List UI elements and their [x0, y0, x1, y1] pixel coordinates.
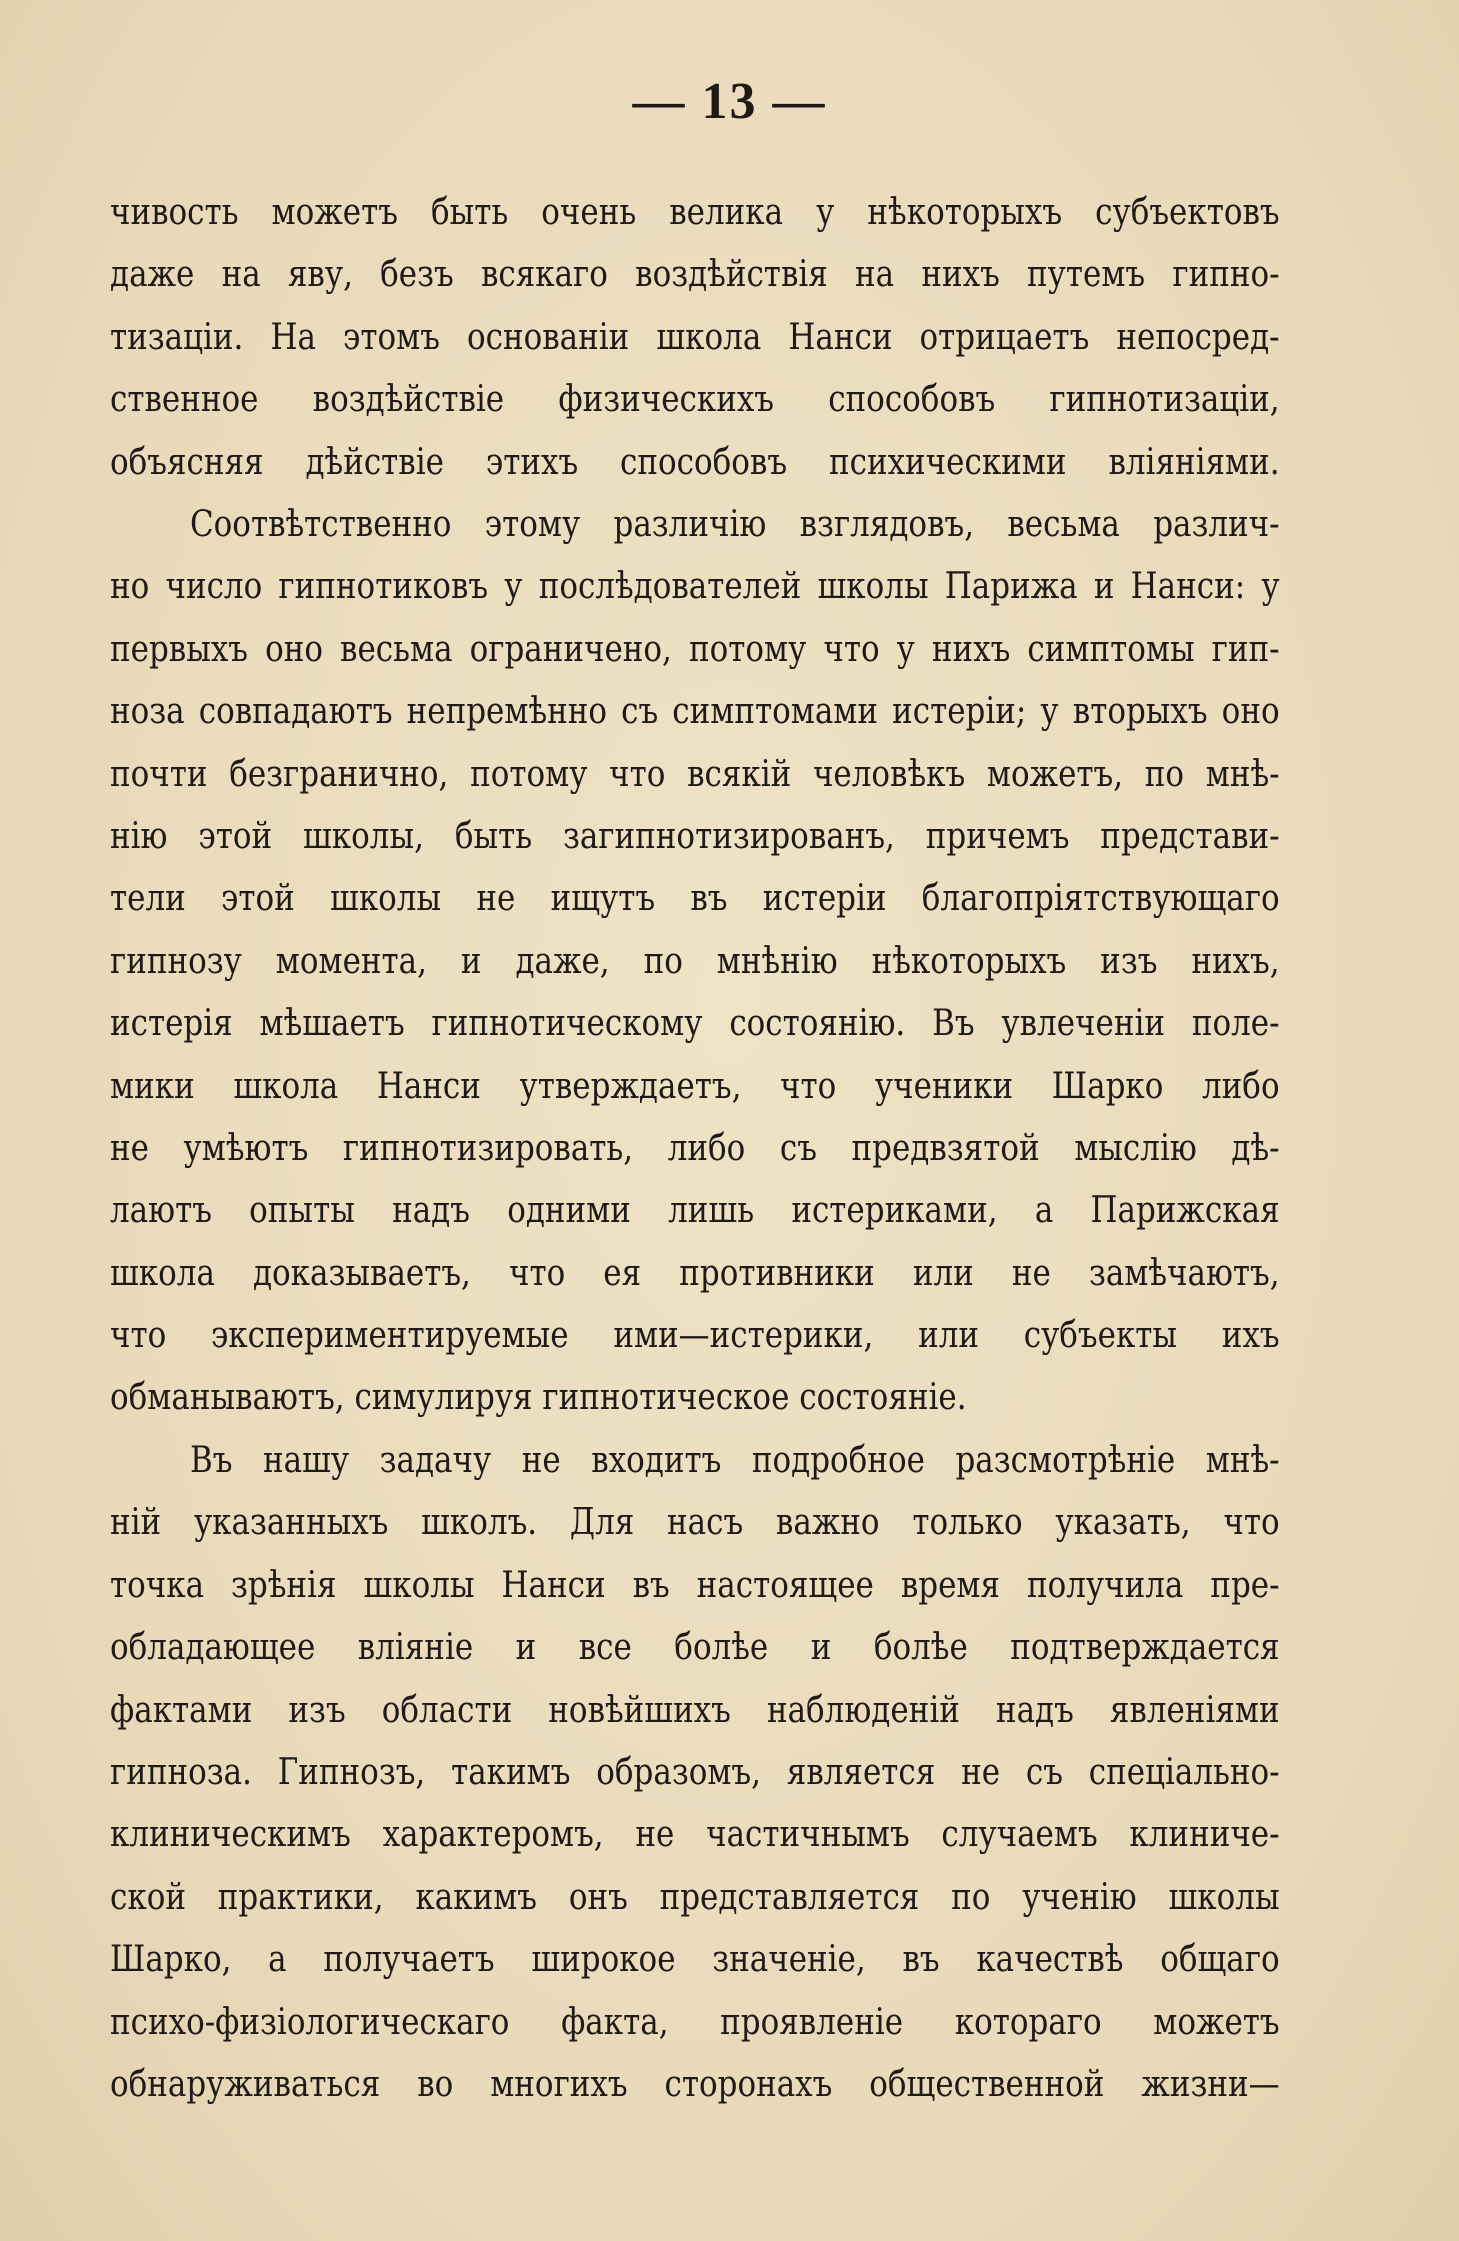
text-line: почти безгранично, потому что всякій человѣкъ можетъ, по мнѣ-: [110, 753, 1280, 795]
text-line: психо-физіологическаго факта, проявленіе котораго можетъ: [110, 2001, 1280, 2043]
text-line: чивость можетъ быть очень велика у нѣкоторыхъ субъектовъ: [110, 192, 1280, 233]
text-line: школа доказываетъ, что ея противники или не замѣчаютъ,: [110, 1252, 1280, 1294]
text-line: клиническимъ характеромъ, не частичнымъ случаемъ клиниче-: [110, 1814, 1280, 1856]
text-line: ственное воздѣйствіе физическихъ способовъ гипнотизаціи,: [110, 379, 1280, 421]
text-line: обнаруживаться во многихъ сторонахъ общественной жизни—: [110, 2063, 1280, 2105]
text-line: ній указанныхъ школъ. Для насъ важно только указать, что: [110, 1502, 1280, 1544]
paragraph-3: [110, 1430, 1280, 2116]
text-line: не умѣютъ гипнотизировать, либо съ предвзятой мыслію дѣ-: [110, 1127, 1280, 1169]
text-line: лаютъ опыты надъ одними лишь истериками, а Парижская: [110, 1190, 1280, 1232]
text-line: Въ нашу задачу не входитъ подробное разсмотрѣніе мнѣ-: [189, 1440, 1280, 1481]
text-line: Соотвѣтственно этому различію взглядовъ, весьма различ-: [189, 504, 1280, 545]
text-line: ской практики, какимъ онъ представляется по ученію школы: [110, 1876, 1280, 1918]
text-line: фактами изъ области новѣйшихъ наблюденій надъ явленіями: [110, 1689, 1280, 1731]
text-line: Шарко, а получаетъ широкое значеніе, въ качествѣ общаго: [110, 1939, 1280, 1981]
text-line: обладающее вліяніе и все болѣе и болѣе подтверждается: [110, 1627, 1280, 1669]
text-line: даже на яву, безъ всякаго воздѣйствія на нихъ путемъ гипно-: [110, 254, 1280, 296]
text-line: но число гипнотиковъ у послѣдователей школы Парижа и Нанси: у: [110, 566, 1280, 608]
text-line: точка зрѣнія школы Нанси въ настоящее время получила пре-: [110, 1564, 1280, 1606]
text-line: обманываютъ, симулируя гипнотическое состояніе.: [110, 1377, 967, 1419]
page-number: — 13 —: [632, 73, 827, 130]
text-line: гипноза. Гипнозъ, такимъ образомъ, является не съ спеціально-: [110, 1751, 1280, 1793]
text-line: тизаціи. На этомъ основаніи школа Нанси отрицаетъ непосред-: [110, 316, 1280, 358]
text-line: объясняя дѣйствіе этихъ способовъ психическими вліяніями.: [110, 441, 1280, 483]
text-line: гипнозу момента, и даже, по мнѣнію нѣкоторыхъ изъ нихъ,: [110, 940, 1280, 982]
text-line: мики школа Нанси утверждаетъ, что ученики Шарко либо: [110, 1065, 1280, 1107]
paragraph-2: [110, 494, 1280, 1430]
text-line: тели этой школы не ищутъ въ истеріи благопріятствующаго: [110, 878, 1280, 920]
paragraph-1: [110, 182, 1280, 494]
text-line: первыхъ оно весьма ограничено, потому что у нихъ симптомы гип-: [110, 628, 1280, 670]
text-line: что экспериментируемые ими—истерики, или субъекты ихъ: [110, 1315, 1280, 1357]
text-line: истерія мѣшаетъ гипнотическому состоянію. Въ увлеченіи поле-: [110, 1003, 1280, 1045]
text-line: нію этой школы, быть загипнотизированъ, причемъ представи-: [110, 815, 1280, 857]
text-line: ноза совпадаютъ непремѣнно съ симптомами истеріи; у вторыхъ оно: [110, 691, 1280, 733]
